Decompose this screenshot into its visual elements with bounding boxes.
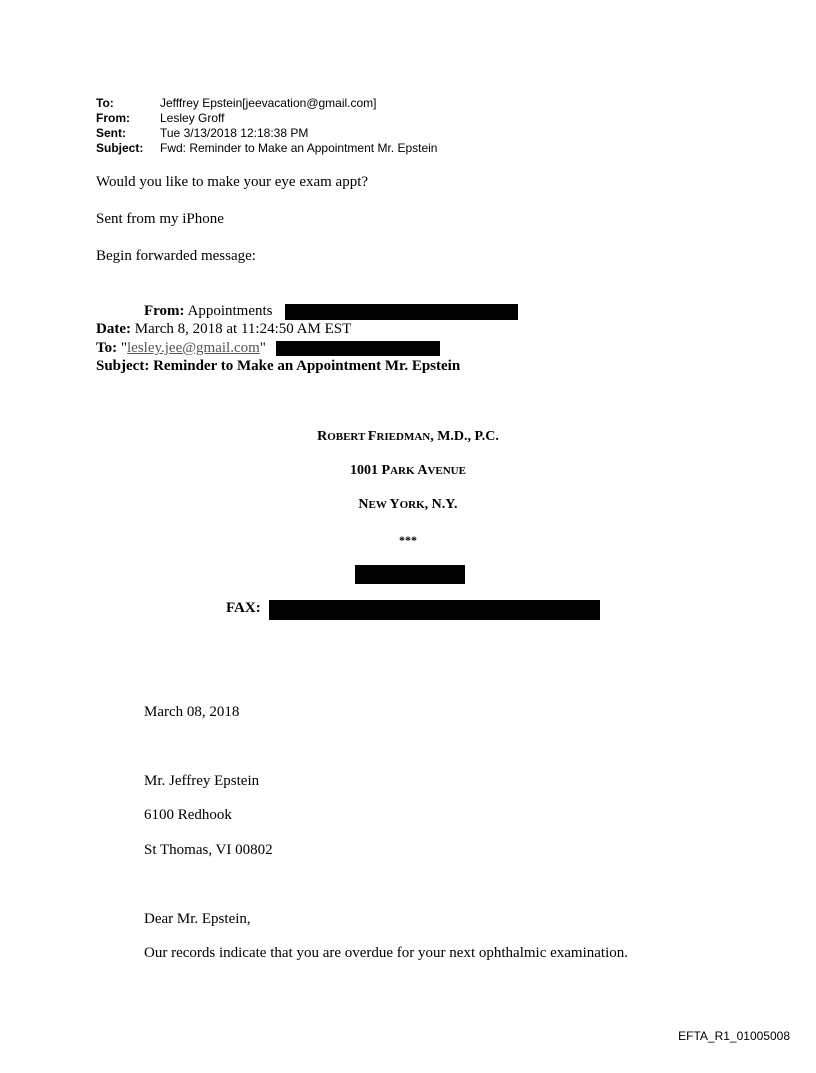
fwd-to-email-link[interactable]: lesley.jee@gmail.com [127, 340, 260, 356]
fwd-date-value: March 8, 2018 at 11:24:50 AM EST [134, 321, 352, 337]
fwd-subject-value: Reminder to Make an Appointment Mr. Epstein [153, 358, 461, 374]
letterhead-street-cap: A [417, 463, 428, 478]
letterhead-name-cap: R [317, 429, 328, 444]
letterhead-city-small: ORK [399, 499, 425, 511]
fwd-to-quote-open: " [120, 340, 127, 356]
header-to-row [96, 96, 377, 111]
fwd-subject-row [96, 358, 460, 375]
header-to-value: Jefffrey Epstein[jeevacation@gmail.com] [160, 96, 377, 110]
letterhead-city [0, 497, 816, 513]
header-sent-label: Sent: [96, 126, 126, 140]
redaction-block [276, 341, 440, 356]
fwd-date-label: Date: [96, 321, 131, 337]
header-to-label: To: [96, 96, 114, 110]
fwd-from-label: From: [144, 303, 185, 319]
letterhead-name-small: OBERT [327, 431, 368, 443]
header-from-row [96, 111, 224, 126]
fwd-to-quote-close: " [259, 340, 266, 356]
forward-intro: Begin forwarded message: [96, 248, 256, 264]
letterhead-street [0, 463, 816, 479]
recipient-name: Mr. Jeffrey Epstein [144, 773, 260, 789]
letterhead-street-small: VENUE [427, 465, 466, 477]
header-from-value: Lesley Groff [160, 111, 225, 125]
redaction-block [285, 304, 518, 320]
letter-body: Our records indicate that you are overdue for your next ophthalmic examination. [144, 945, 628, 961]
fwd-to-row [96, 340, 266, 357]
fwd-from-value: Appointments [187, 303, 273, 319]
fwd-subject-label: Subject: [96, 358, 150, 374]
letterhead-name-suffix: , M.D., P.C. [430, 429, 499, 444]
letterhead-name [0, 429, 816, 445]
letterhead-name-cap: F [367, 429, 377, 444]
message-signature: Sent from my iPhone [96, 211, 224, 227]
letter-date: March 08, 2018 [144, 704, 240, 720]
letterhead-city-small: EW [368, 499, 390, 511]
recipient-street: 6100 Redhook [144, 807, 232, 823]
letterhead-street-cap: 1001 P [350, 463, 391, 478]
header-subject-label: Subject: [96, 141, 144, 155]
letterhead-stars: *** [399, 533, 417, 547]
letterhead-city-cap: N [358, 497, 369, 512]
letterhead-street-small: ARK [390, 465, 418, 477]
letter-salutation: Dear Mr. Epstein, [144, 911, 251, 927]
letterhead-city-cap: Y [389, 497, 400, 512]
fwd-from-row [144, 303, 272, 320]
header-sent-row [96, 126, 308, 141]
letterhead-name-small: RIEDMAN [376, 431, 431, 443]
fax-label: FAX: [226, 600, 261, 616]
header-subject-value: Fwd: Reminder to Make an Appointment Mr. Epstein [160, 141, 438, 155]
fwd-to-label: To: [96, 340, 118, 356]
redaction-block [355, 565, 465, 584]
fwd-date-row [96, 321, 351, 338]
header-subject-row [96, 141, 437, 156]
header-sent-value: Tue 3/13/2018 12:18:38 PM [160, 126, 309, 140]
message-question: Would you like to make your eye exam appt? [96, 174, 369, 190]
redaction-block [269, 600, 600, 620]
letterhead-city-suffix: , N.Y. [424, 497, 458, 512]
recipient-city: St Thomas, VI 00802 [144, 842, 273, 858]
header-from-label: From: [96, 111, 130, 125]
document-id: EFTA_R1_01005008 [678, 1029, 790, 1043]
